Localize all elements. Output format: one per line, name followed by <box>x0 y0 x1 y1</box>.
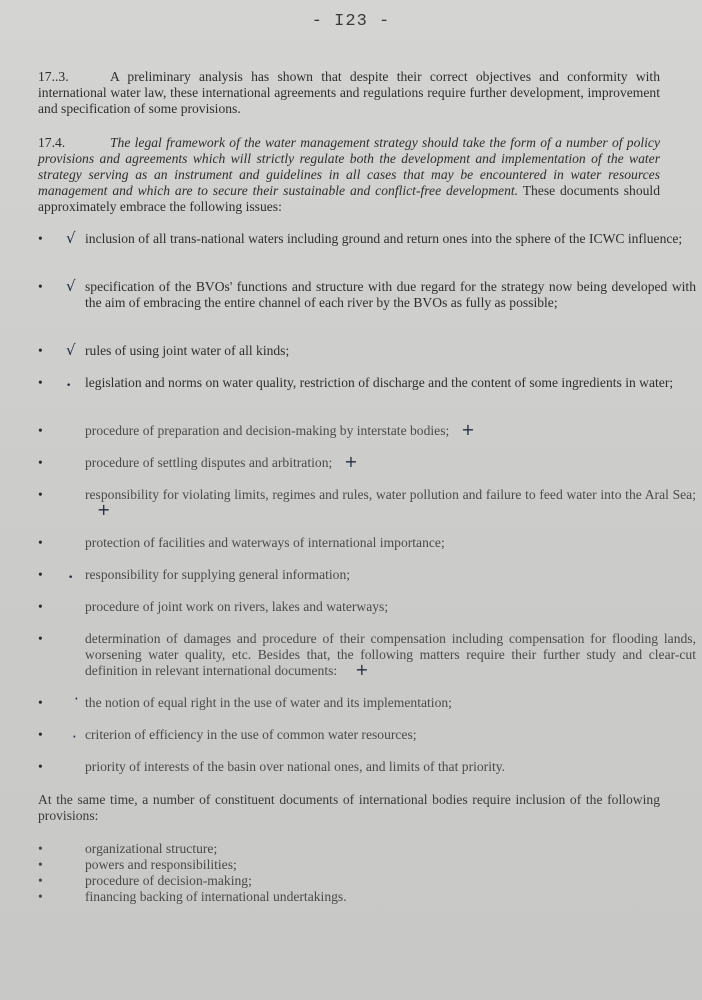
paragraph-number: 17.4. <box>38 135 66 150</box>
list-item-text: procedure of decision-making; <box>85 873 252 888</box>
bullet: • <box>38 727 43 742</box>
bullet: • <box>38 535 43 550</box>
list-item-text: priority of interests of the basin over national ones, and limits of that priority. <box>85 759 506 774</box>
checkmark-annotation: √ <box>66 229 76 247</box>
plus-annotation: + <box>97 500 111 519</box>
list-item <box>38 631 696 681</box>
list-item-text: specification of the BVOs' functions and structure with due regard for the strategy now being developed with the aim of embracing the entire channel of each river by the BVOs as fully as possible; <box>85 279 696 310</box>
bullet: • <box>38 599 43 614</box>
list-item-text: procedure of joint work on rivers, lakes and waterways; <box>85 599 389 614</box>
bullet: • <box>38 567 43 582</box>
bullet: • <box>38 841 43 856</box>
list-item <box>38 535 660 569</box>
list-item-label: procedure of preparation and decision-making by interstate bodies; <box>85 423 450 438</box>
dot-annotation: • <box>66 381 72 391</box>
list-item <box>38 487 696 521</box>
bullet: • <box>38 375 43 390</box>
plus-annotation: + <box>355 660 369 679</box>
list-item <box>38 841 660 857</box>
bullet: • <box>38 695 43 710</box>
paragraph-italic-text: The legal framework of the water management strategy should take the form of a number of policy provisions and agreements which will strictly regulate both the development and implementation of the water strategy serving as an instrument and guidelines in all cases that may be encountered in water resources management and which are to secure their sustainable and conflict-free development. <box>38 135 660 198</box>
list-item-text <box>85 420 696 439</box>
list-item <box>38 889 660 905</box>
bullet: • <box>38 487 43 502</box>
list-item <box>38 759 660 793</box>
page-number: - I23 - <box>311 12 391 31</box>
list-item-text: financing backing of international undertakings. <box>85 889 347 904</box>
plus-annotation: + <box>461 420 475 439</box>
bullet: • <box>38 423 43 438</box>
list-item <box>38 277 696 313</box>
bullet: • <box>38 455 43 470</box>
bullet: • <box>38 759 43 774</box>
list-item-text: responsibility for supplying general information; <box>85 567 351 582</box>
list-item-text <box>85 452 696 471</box>
plus-annotation: + <box>344 452 358 471</box>
list-item-text <box>85 631 696 679</box>
list-item-text: powers and responsibilities; <box>85 857 237 872</box>
bullet: • <box>38 873 43 888</box>
dot-annotation: · <box>72 728 77 746</box>
list-item-text: the notion of equal right in the use of water and its implementation; <box>85 695 452 710</box>
bullet: • <box>38 343 43 358</box>
checkmark-annotation: √ <box>66 341 76 359</box>
list-item <box>38 229 683 265</box>
bullet: • <box>38 889 43 904</box>
paragraph-17-3 <box>38 69 660 117</box>
list-item-text: organizational structure; <box>85 841 218 856</box>
list-item-text: protection of facilities and waterways of international importance; <box>85 535 445 550</box>
paragraph-text: A preliminary analysis has shown that despite their correct objectives and conformity with international water law, these international agreements and regulations require further development, improvement and specification of some provisions. <box>38 69 660 116</box>
list-item <box>38 343 660 377</box>
paragraph-17-4 <box>38 135 660 215</box>
list-item-text: inclusion of all trans-national waters including ground and return ones into the sphere of the ICWC influence; <box>85 231 683 246</box>
list-item <box>38 567 660 601</box>
dot-annotation: · <box>74 690 79 708</box>
list-item <box>38 727 660 761</box>
dot-annotation: • <box>68 573 74 583</box>
list-item-text <box>85 487 696 519</box>
bullet: • <box>38 231 43 246</box>
list-item-label: responsibility for violating limits, regimes and rules, water pollution and failure to feed water into the Aral Sea; <box>85 487 696 502</box>
paragraph-text: These documents should approximately embrace the following issues: <box>38 183 661 214</box>
list-item <box>38 690 660 729</box>
checkmark-annotation: √ <box>66 277 76 295</box>
list-item-label: determination of damages and procedure of their compensation including compensation for flooding lands, worsening water quality, etc. Besides that, the following matters require their further study and clear-cut definition in relevant international documents: <box>85 631 696 678</box>
list-item <box>38 599 660 633</box>
closing-paragraph: At the same time, a number of constituent documents of international bodies require inclusion of the following provisions: <box>38 792 660 823</box>
paragraph-number: 17..3. <box>38 69 69 84</box>
list-item-label: procedure of settling disputes and arbitration; <box>85 455 333 470</box>
list-item-text: rules of using joint water of all kinds; <box>85 343 290 358</box>
list-item-text: criterion of efficiency in the use of common water resources; <box>85 727 417 742</box>
bullet: • <box>38 631 43 646</box>
list-item <box>38 873 660 889</box>
bullet: • <box>38 279 43 294</box>
bullet: • <box>38 857 43 872</box>
list-item <box>38 857 660 873</box>
list-item <box>38 375 674 409</box>
list-item <box>38 452 660 489</box>
list-item-text: legislation and norms on water quality, restriction of discharge and the content of some ingredients in water; <box>85 375 674 390</box>
